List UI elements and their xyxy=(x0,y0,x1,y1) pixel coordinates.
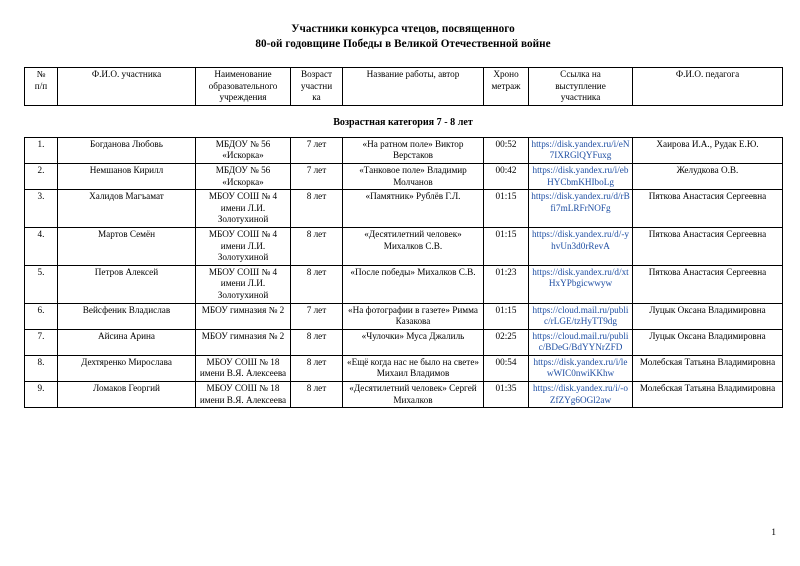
cell-link[interactable] xyxy=(529,265,633,303)
cell-participant: Богданова Любовь xyxy=(58,137,196,163)
cell-teacher: Хаирова И.А., Рудак Е.Ю. xyxy=(633,137,783,163)
column-header-timing xyxy=(484,68,529,106)
cell-teacher: Молебская Татьяна Владимировна xyxy=(633,382,783,408)
page-title-line-2: 80-ой годовщине Победы в Великой Отечественной войне xyxy=(255,37,551,50)
cell-timing: 00:54 xyxy=(484,355,529,381)
table-row xyxy=(25,137,783,163)
cell-age: 8 лет xyxy=(291,329,343,355)
column-header-age-line3: ка xyxy=(312,92,321,103)
column-header-timing-line2: метраж xyxy=(491,80,521,91)
cell-link[interactable] xyxy=(529,137,633,163)
cell-number: 5. xyxy=(25,265,58,303)
cell-timing: 01:15 xyxy=(484,227,529,265)
cell-organization: МБДОУ № 56 «Искорка» xyxy=(196,137,291,163)
cell-link[interactable] xyxy=(529,382,633,408)
cell-organization: МБОУ СОШ № 4 имени Л.И. Золотухиной xyxy=(196,265,291,303)
cell-teacher: Пяткова Анастасия Сергеевна xyxy=(633,227,783,265)
cell-organization: МБОУ СОШ № 18 имени В.Я. Алексеева xyxy=(196,382,291,408)
cell-age: 8 лет xyxy=(291,190,343,228)
column-header-work: Название работы, автор xyxy=(343,68,484,106)
cell-participant: Халидов Магъамат xyxy=(58,190,196,228)
table-row xyxy=(25,382,783,408)
cell-age: 7 лет xyxy=(291,137,343,163)
page-number: 1 xyxy=(771,527,776,538)
column-header-number-line2: п/п xyxy=(34,80,48,91)
cell-link[interactable] xyxy=(529,329,633,355)
cell-organization: МБОУ СОШ № 18 имени В.Я. Алексеева xyxy=(196,355,291,381)
cell-teacher: Пяткова Анастасия Сергеевна xyxy=(633,190,783,228)
column-header-number-line1: № xyxy=(36,69,46,79)
performance-link[interactable]: https://disk.yandex.ru/i/eN7IXRGlQYFuxg xyxy=(531,138,630,161)
cell-age: 8 лет xyxy=(291,227,343,265)
cell-number: 2. xyxy=(25,163,58,189)
cell-age: 8 лет xyxy=(291,265,343,303)
column-header-age-line2: участни xyxy=(300,80,333,91)
cell-number: 7. xyxy=(25,329,58,355)
table-row xyxy=(25,163,783,189)
cell-teacher: Луцык Оксана Владимировна xyxy=(633,303,783,329)
performance-link[interactable]: https://disk.yandex.ru/i/-oZfZYg6OGl2aw xyxy=(533,383,628,405)
column-header-organization xyxy=(196,68,291,106)
cell-participant: Ломаков Георгий xyxy=(58,382,196,408)
table-header-row xyxy=(25,68,783,106)
column-header-number xyxy=(25,68,58,106)
cell-work: «Танковое поле» Владимир Молчанов xyxy=(343,163,484,189)
table-row xyxy=(25,227,783,265)
cell-timing: 00:52 xyxy=(484,137,529,163)
cell-number: 6. xyxy=(25,303,58,329)
cell-timing: 01:35 xyxy=(484,382,529,408)
cell-work: «Ещё когда нас не было на свете» Михаил Владимов xyxy=(343,355,484,381)
cell-teacher: Желудкова О.В. xyxy=(633,163,783,189)
cell-work: «Десятилетний человек» Михалков С.В. xyxy=(343,227,484,265)
cell-timing: 02:25 xyxy=(484,329,529,355)
cell-teacher: Молебская Татьяна Владимировна xyxy=(633,355,783,381)
cell-work: «Памятник» Рублёв Г.Л. xyxy=(343,190,484,228)
cell-link[interactable] xyxy=(529,190,633,228)
cell-work: «На фотографии в газете» Римма Казакова xyxy=(343,303,484,329)
cell-teacher: Луцык Оксана Владимировна xyxy=(633,329,783,355)
page-title-line-1: Участники конкурса чтецов, посвященного xyxy=(291,23,515,35)
cell-participant: Вейсфеник Владислав xyxy=(58,303,196,329)
cell-timing: 01:15 xyxy=(484,303,529,329)
column-header-age-line1: Возраст xyxy=(300,69,333,79)
performance-link[interactable]: https://disk.yandex.ru/d/rBfi7mLRFrNOFg xyxy=(531,191,630,213)
cell-teacher: Пяткова Анастасия Сергеевна xyxy=(633,265,783,303)
column-header-link xyxy=(529,68,633,106)
cell-work: «Десятилетний человек» Сергей Михалков xyxy=(343,382,484,408)
cell-age: 8 лет xyxy=(291,355,343,381)
table-row xyxy=(25,190,783,228)
performance-link[interactable]: https://disk.yandex.ru/i/ebHYCbmKHIboLg xyxy=(532,164,629,187)
cell-age: 7 лет xyxy=(291,303,343,329)
age-category-heading: Возрастная категория 7 - 8 лет xyxy=(333,116,473,128)
cell-work: «После победы» Михалков С.В. xyxy=(343,265,484,303)
cell-timing: 01:23 xyxy=(484,265,529,303)
cell-work: «Чулочки» Муса Джалиль xyxy=(343,329,484,355)
cell-age: 7 лет xyxy=(291,163,343,189)
cell-link[interactable] xyxy=(529,227,633,265)
cell-number: 9. xyxy=(25,382,58,408)
column-header-organization-line3: учреждения xyxy=(219,92,267,103)
header-table xyxy=(24,67,783,106)
cell-link[interactable] xyxy=(529,163,633,189)
cell-participant: Дехтяренко Мирослава xyxy=(58,355,196,381)
column-header-timing-line1: Хроно xyxy=(493,69,519,79)
cell-organization: МБОУ СОШ № 4 имени Л.И. Золотухиной xyxy=(196,190,291,228)
cell-timing: 01:15 xyxy=(484,190,529,228)
cell-number: 1. xyxy=(25,137,58,163)
table-row xyxy=(25,303,783,329)
cell-organization: МБОУ гимназия № 2 xyxy=(196,329,291,355)
cell-link[interactable] xyxy=(529,355,633,381)
performance-link[interactable]: https://disk.yandex.ru/d/-yhvUn3d0rRevA xyxy=(532,228,629,251)
column-header-link-line1: Ссылка на xyxy=(560,69,601,79)
performance-link[interactable]: https://disk.yandex.ru/d/xtHxYPbgicwwyw xyxy=(532,266,629,289)
column-header-organization-line1: Наименование xyxy=(214,69,272,79)
performance-link[interactable]: https://disk.yandex.ru/i/lewWIC0nwiKKhw xyxy=(533,356,628,379)
cell-participant: Петров Алексей xyxy=(58,265,196,303)
column-header-link-line3: участника xyxy=(560,92,601,103)
title-spacer xyxy=(24,51,782,67)
column-header-teacher: Ф.И.О. педагога xyxy=(633,68,783,106)
cell-organization: МБОУ СОШ № 4 имени Л.И. Золотухиной xyxy=(196,227,291,265)
column-header-participant: Ф.И.О. участника xyxy=(58,68,196,106)
cell-participant: Мартов Семён xyxy=(58,227,196,265)
column-header-link-line2: выступление xyxy=(555,80,606,91)
participants-table xyxy=(24,137,783,408)
performance-link[interactable]: https://cloud.mail.ru/public/rLGE/tzHyTT9dg xyxy=(532,304,629,327)
cell-participant: Айсина Арина xyxy=(58,329,196,355)
cell-work: «На ратном поле» Виктор Верстаков xyxy=(343,137,484,163)
cell-participant: Немшанов Кирилл xyxy=(58,163,196,189)
column-header-organization-line2: образовательного xyxy=(208,80,278,91)
table-row xyxy=(25,329,783,355)
table-row xyxy=(25,355,783,381)
cell-number: 8. xyxy=(25,355,58,381)
cell-age: 8 лет xyxy=(291,382,343,408)
cell-link[interactable] xyxy=(529,303,633,329)
table-row xyxy=(25,265,783,303)
cell-number: 4. xyxy=(25,227,58,265)
performance-link[interactable]: https://cloud.mail.ru/public/BDeG/BdYYNrZFD xyxy=(532,330,629,353)
column-header-age xyxy=(291,68,343,106)
cell-organization: МБДОУ № 56 «Искорка» xyxy=(196,163,291,189)
cell-organization: МБОУ гимназия № 2 xyxy=(196,303,291,329)
cell-number: 3. xyxy=(25,190,58,228)
page-title xyxy=(24,22,782,51)
cell-timing: 00:42 xyxy=(484,163,529,189)
